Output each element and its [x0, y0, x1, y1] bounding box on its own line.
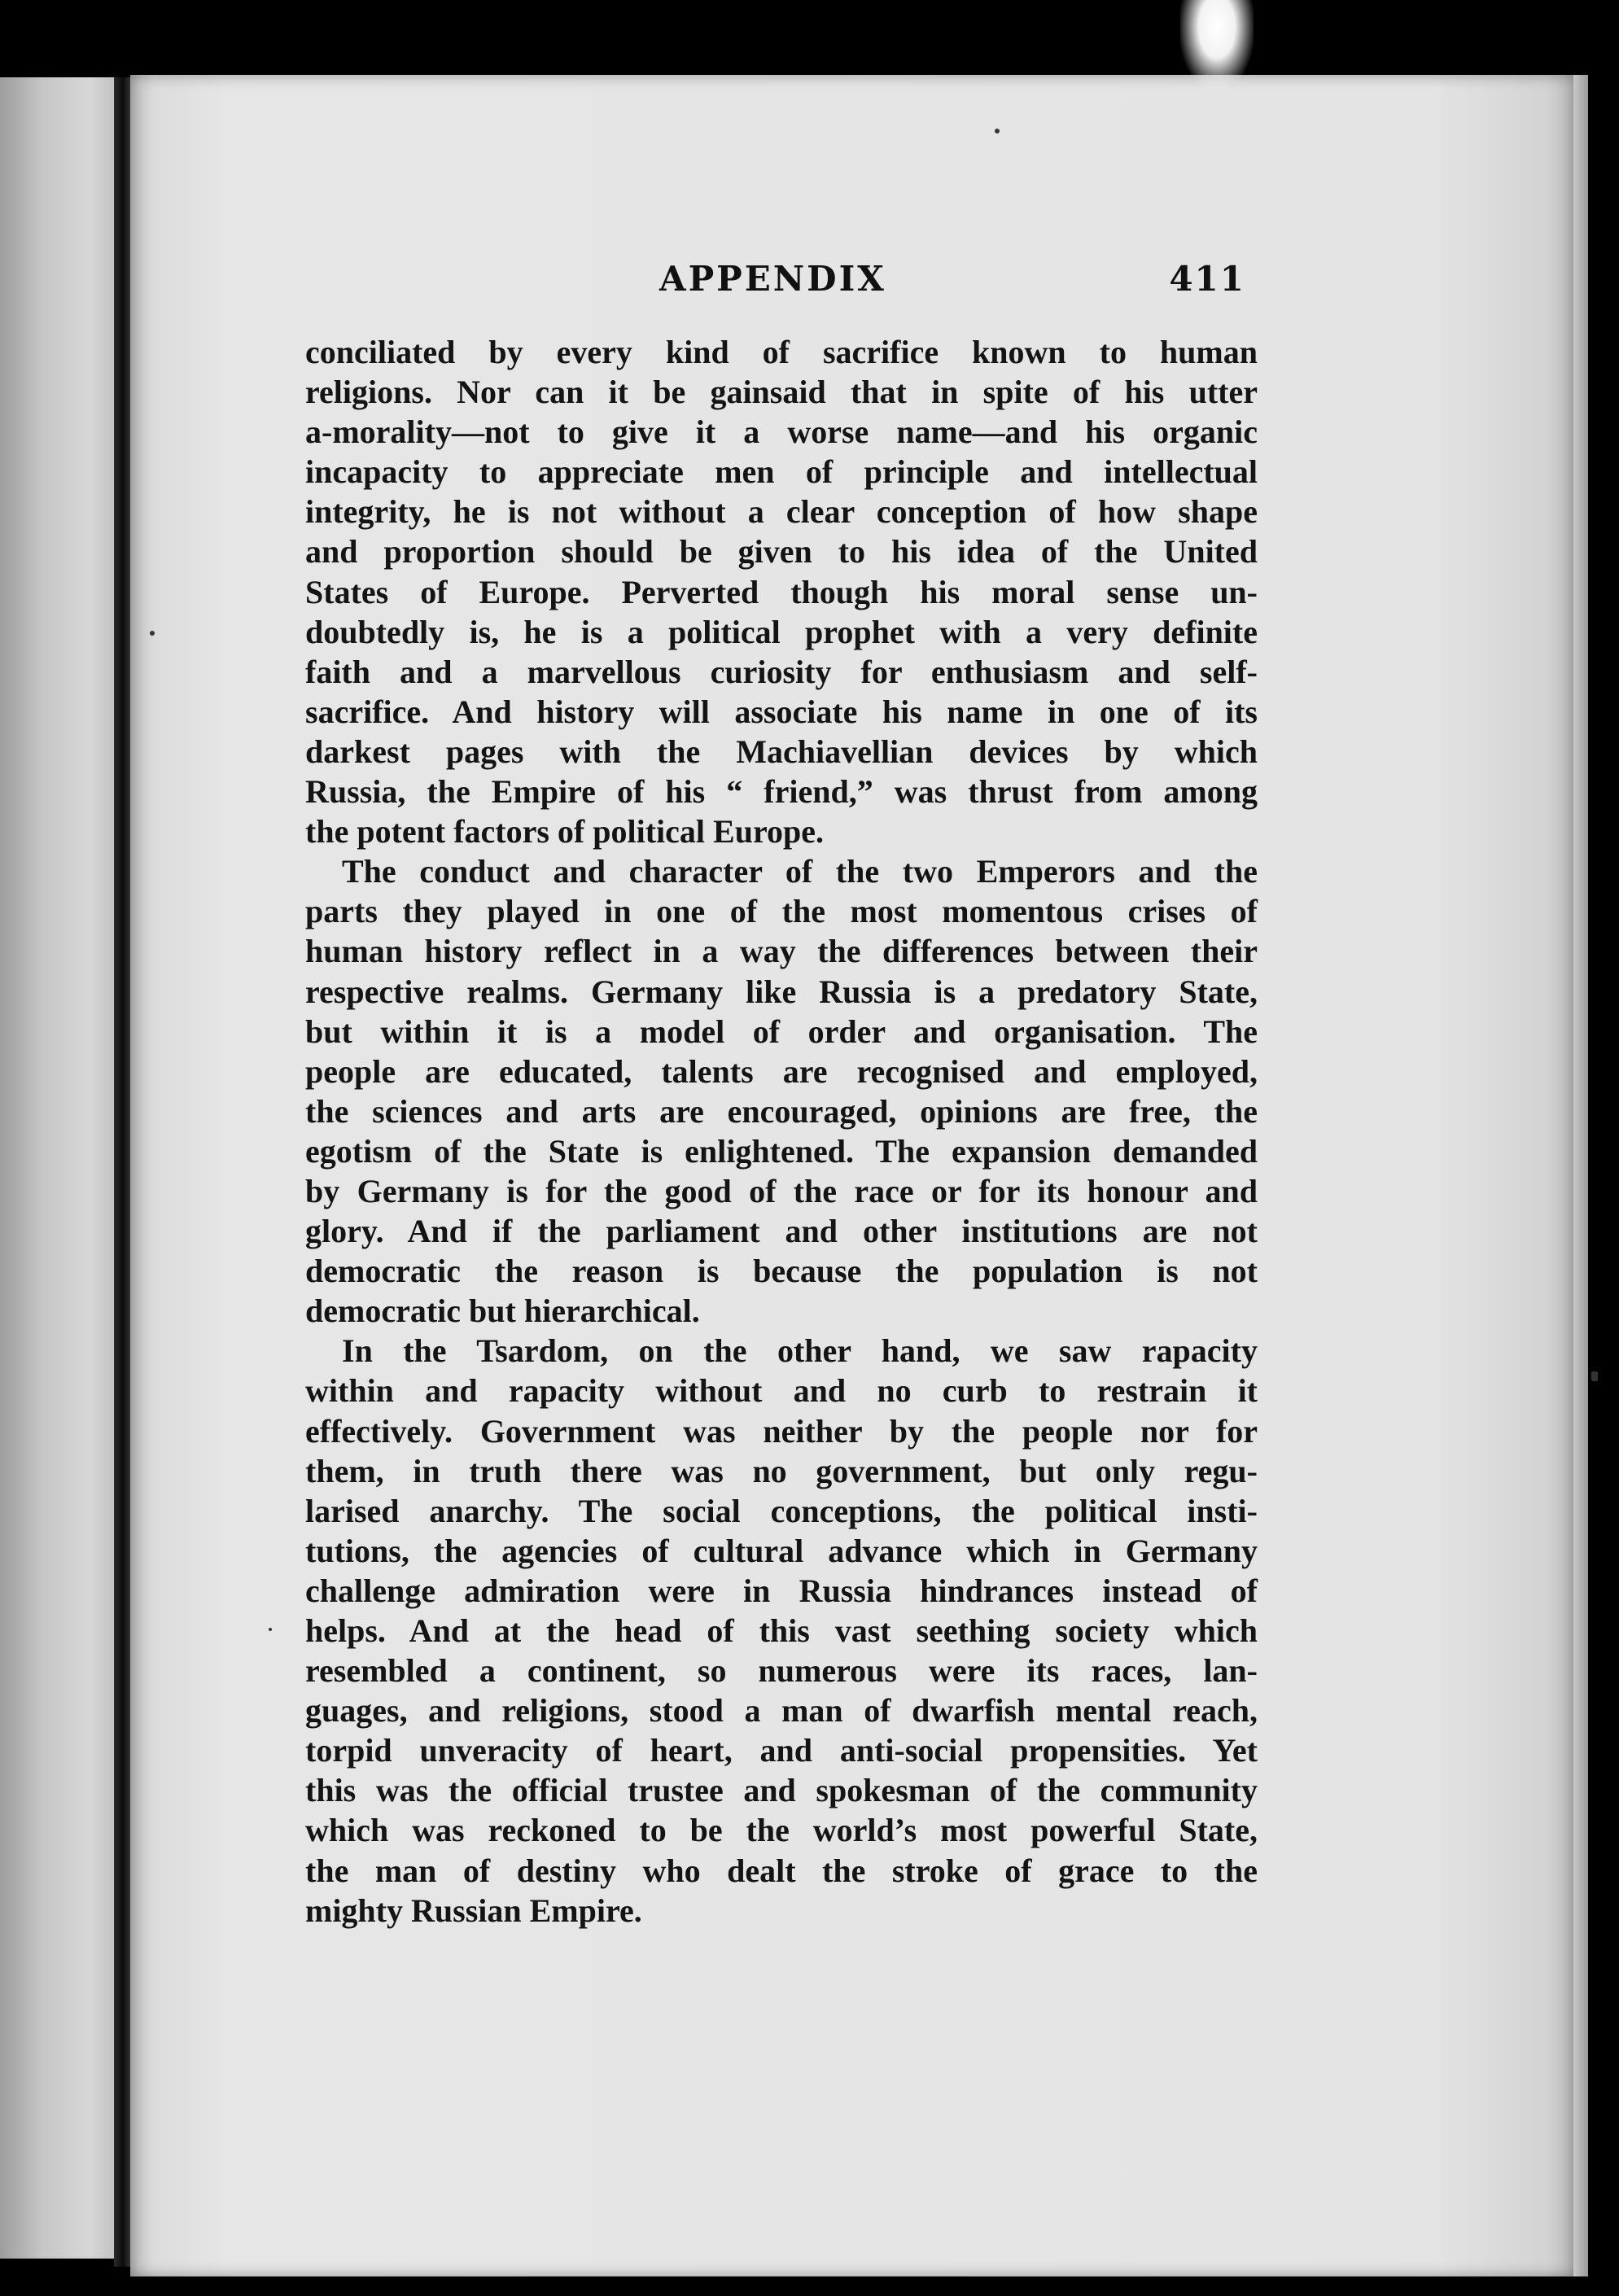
dust-speck [1591, 1371, 1598, 1381]
text-line: a-morality—not to give it a worse name—and his organic [305, 413, 1258, 451]
text-line: conciliated by every kind of sacrifice known to human [305, 334, 1258, 370]
text-line: within and rapacity without and no curb to restrain it [305, 1372, 1258, 1410]
text-line: by Germany is for the good of the race or for its honour and [305, 1172, 1258, 1209]
text-line: incapacity to appreciate men of principle and intellectual [305, 453, 1258, 491]
text-line: this was the official trustee and spokesman of the community [305, 1772, 1258, 1809]
page-number: 411 [1169, 259, 1245, 299]
text-line: egotism of the State is enlightened. The expansion demanded [305, 1132, 1258, 1170]
text-line: resembled a continent, so numerous were its races, lan- [305, 1652, 1258, 1690]
text-line: parts they played in one of the most momentous crises of [305, 893, 1258, 930]
text-line: States of Europe. Perverted though his moral sense un- [305, 573, 1258, 610]
text-line: darkest pages with the Machiavellian devices by which [305, 733, 1258, 770]
dust-speck [995, 129, 1000, 133]
text-line: integrity, he is not without a clear conception of how shape [305, 493, 1258, 531]
page-right-edge [1573, 75, 1588, 2276]
text-line: torpid unveracity of heart, and anti-social propensities. Yet [305, 1732, 1258, 1769]
text-line: Russia, the Empire of his “ friend,” was thrust from among [305, 773, 1258, 811]
text-line: sacrifice. And history will associate his name in one of its [305, 693, 1258, 730]
text-line: the potent factors of political Europe. [305, 813, 824, 851]
text-line: mighty Russian Empire. [305, 1891, 642, 1929]
text-line: respective realms. Germany like Russia is a predatory State, [305, 973, 1258, 1010]
text-line: In the Tsardom, on the other hand, we saw rapacity [342, 1332, 1258, 1370]
text-line: tutions, the agencies of cultural advance which in Germany [305, 1532, 1258, 1569]
paragraph [305, 851, 1258, 1331]
text-line: doubtedly is, he is a political prophet with a very definite [305, 613, 1258, 650]
text-line: the man of destiny who dealt the stroke of grace to the [305, 1852, 1258, 1889]
dust-speck [269, 1628, 272, 1631]
page-header [317, 259, 1245, 308]
text-line: larised anarchy. The social conceptions, the political insti- [305, 1492, 1258, 1529]
text-line: democratic the reason is because the population is not [305, 1253, 1258, 1290]
text-line: The conduct and character of the two Emperors and the [342, 853, 1258, 890]
light-glare [1180, 0, 1254, 90]
body-text [305, 332, 1258, 1931]
facing-page-edge [0, 77, 120, 2259]
text-line: religions. Nor can it be gainsaid that in spite of his utter [305, 374, 1258, 411]
running-head: APPENDIX [659, 259, 886, 299]
paragraph [305, 1331, 1258, 1930]
text-line: glory. And if the parliament and other institutions are not [305, 1213, 1258, 1250]
paragraph [305, 332, 1258, 851]
text-line: faith and a marvellous curiosity for enthusiasm and self- [305, 653, 1258, 690]
text-line: human history reflect in a way the differences between their [305, 933, 1258, 970]
text-line: but within it is a model of order and organisation. The [305, 1012, 1258, 1050]
text-line: helps. And at the head of this vast seething society which [305, 1612, 1258, 1649]
text-line: guages, and religions, stood a man of dwarfish mental reach, [305, 1692, 1258, 1730]
text-line: challenge admiration were in Russia hindrances instead of [305, 1572, 1258, 1609]
book-gutter [114, 77, 132, 2267]
text-line: which was reckoned to be the world’s most powerful State, [305, 1812, 1258, 1849]
text-line: them, in truth there was no government, but only regu- [305, 1452, 1258, 1489]
text-line: effectively. Government was neither by the people nor for [305, 1412, 1258, 1450]
text-line: people are educated, talents are recognised and employed, [305, 1052, 1258, 1090]
text-line: democratic but hierarchical. [305, 1292, 700, 1330]
text-line: the sciences and arts are encouraged, opinions are free, the [305, 1092, 1258, 1130]
text-line: and proportion should be given to his idea of the United [305, 533, 1258, 571]
dust-speck [150, 631, 155, 636]
